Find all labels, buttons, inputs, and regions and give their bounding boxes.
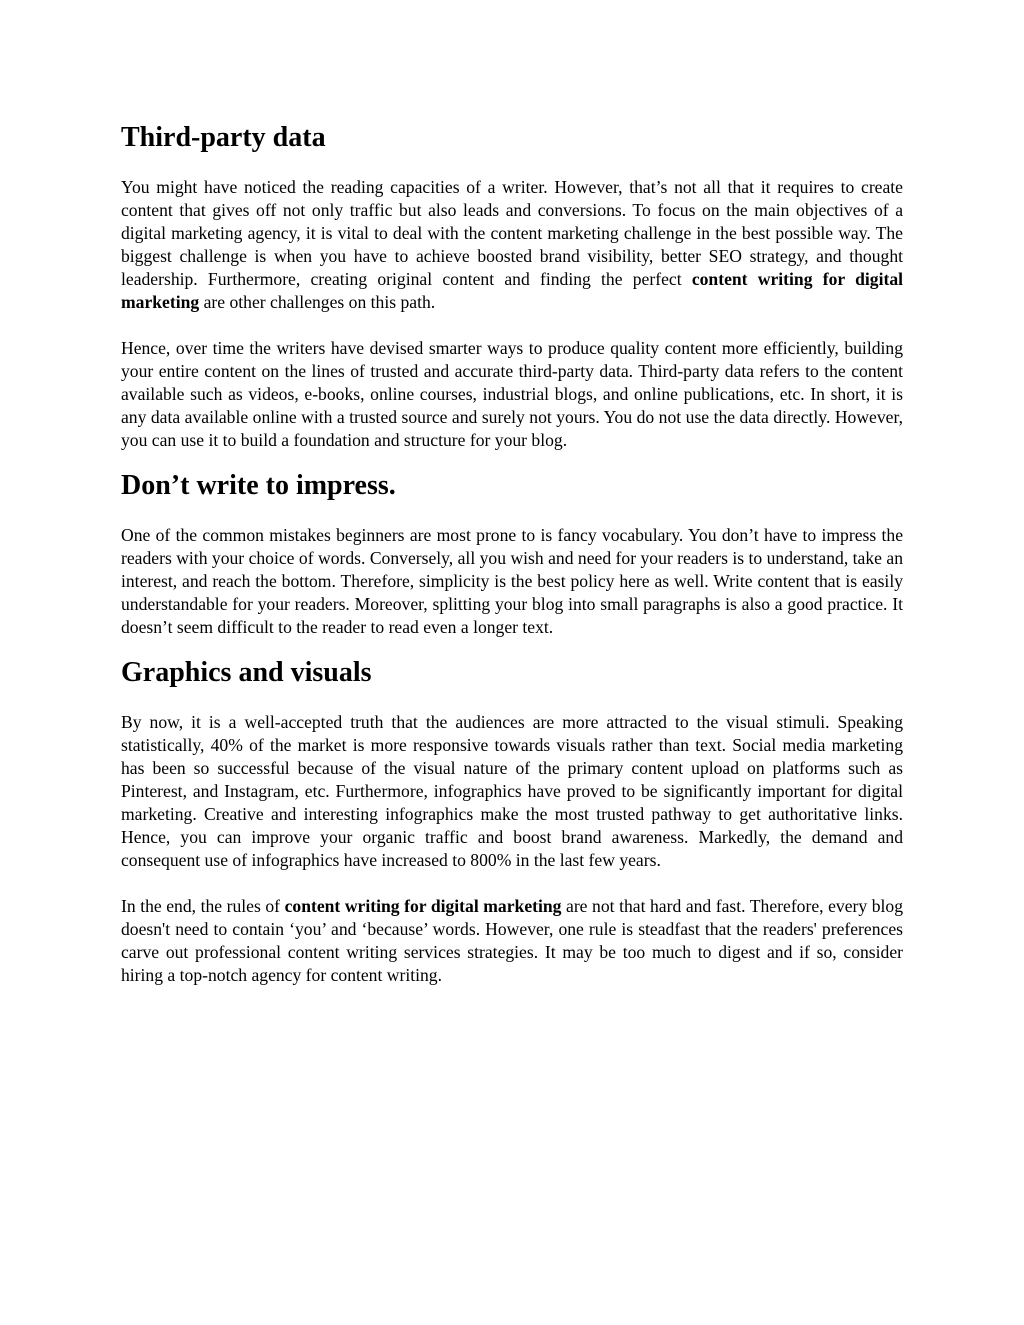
section-heading-third-party-data: Third-party data <box>121 122 326 153</box>
paragraph-conclusion <box>121 895 903 987</box>
section-heading-graphics-and-visuals: Graphics and visuals <box>121 657 372 688</box>
document-page <box>121 118 903 1010</box>
bold-keyword: content writing for digital marketing <box>121 269 903 312</box>
paragraph-third-party-definition: Hence, over time the writers have devised smarter ways to produce quality content more efficiently, building your entire content on the lines of trusted and accurate third-party data. Third-party data refers to the content available such as videos, e-books, online courses, industrial blogs, and online publications, etc. In short, it is any data available online with a trusted source and surely not yours. You do not use the data directly. However, you can use it to build a foundation and structure for your blog. <box>121 338 903 450</box>
paragraph-third-party-intro <box>121 176 903 314</box>
paragraph-text: are other challenges on this path. <box>199 292 436 312</box>
paragraph-text: You might have noticed the reading capacities of a writer. However, that’s not all that it requires to create content that gives off not only traffic but also leads and conversions. To focus on the main objectives of a digital marketing agency, it is vital to deal with the content marketing challenge in the best possible way. The biggest challenge is when you have to achieve boosted brand visibility, better SEO strategy, and thought leadership. Furthermore, creating original content and finding the perfect <box>121 177 903 289</box>
paragraph-visual-stimuli: By now, it is a well-accepted truth that the audiences are more attracted to the visual stimuli. Speaking statistically, 40% of the market is more responsive towards visuals rather than text. Social media marketing has been so successful because of the visual nature of the primary content upload on platforms such as Pinterest, and Instagram, etc. Furthermore, infographics have proved to be significantly important for digital marketing. Creative and interesting infographics make the most trusted pathway to get authoritative links. Hence, you can improve your organic traffic and boost brand awareness. Markedly, the demand and consequent use of infographics have increased to 800% in the last few years. <box>121 712 903 870</box>
bold-keyword: content writing for digital marketing <box>284 896 562 916</box>
section-heading-dont-write-to-impress: Don’t write to impress. <box>121 470 396 501</box>
paragraph-text: are not that hard and fast. Therefore, every blog doesn't need to contain ‘you’ and ‘because’ words. However, one rule is steadfast that the readers' preferences carve out professional content writing services strategies. It may be too much to digest and if so, consider hiring a top-notch agency for content writing. <box>121 896 903 985</box>
paragraph-text: In the end, the rules of <box>121 896 285 916</box>
paragraph-vocabulary: One of the common mistakes beginners are most prone to is fancy vocabulary. You don’t have to impress the readers with your choice of words. Conversely, all you wish and need for your readers is to understand, take an interest, and reach the bottom. Therefore, simplicity is the best policy here as well. Write content that is easily understandable for your readers. Moreover, splitting your blog into small paragraphs is also a good practice. It doesn’t seem difficult to the reader to read even a longer text. <box>121 525 903 637</box>
